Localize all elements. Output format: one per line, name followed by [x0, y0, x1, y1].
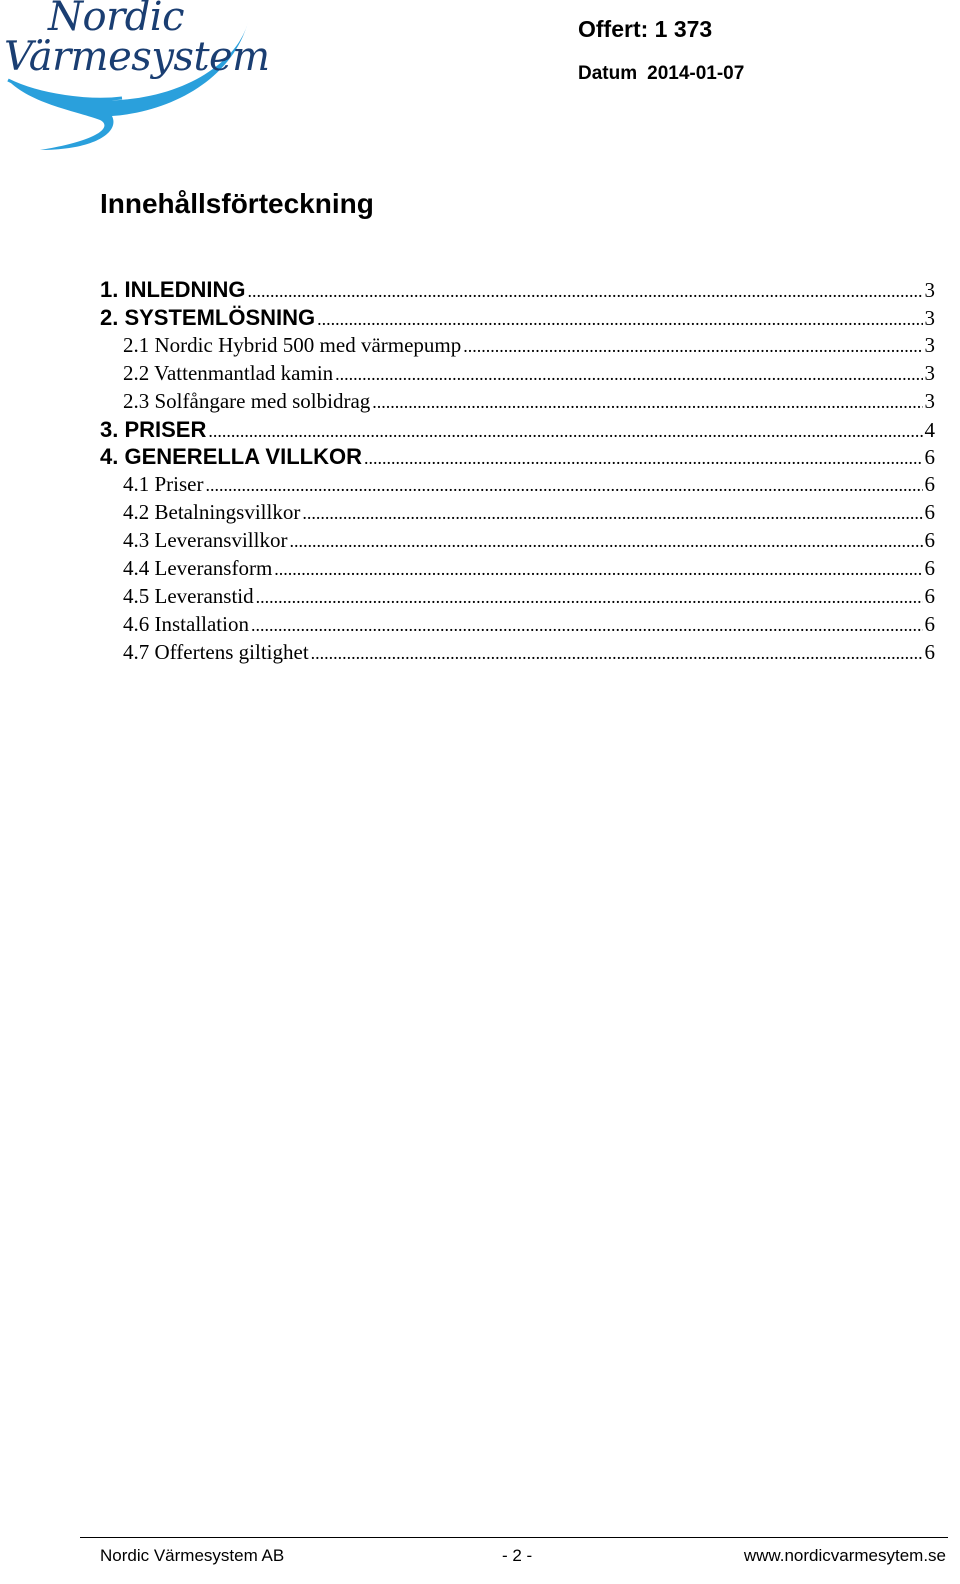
toc-entry-label: 4.7 Offertens giltighet	[123, 640, 309, 664]
toc-leader-dots	[311, 643, 923, 664]
toc-entry-page: 4	[924, 418, 935, 442]
date-value: 2014-01-07	[647, 63, 745, 84]
toc-leader-dots	[208, 421, 922, 442]
toc-entry-label: 2.1 Nordic Hybrid 500 med värmepump	[123, 333, 462, 357]
footer-website: www.nordicvarmesytem.se	[743, 1546, 946, 1565]
logo-text-line1: Nordic	[48, 0, 185, 40]
toc-entry[interactable]	[123, 556, 935, 584]
toc-entry[interactable]	[100, 417, 935, 445]
logo-text-line2: Värmesystem	[4, 34, 270, 80]
toc-entry[interactable]	[123, 612, 935, 640]
toc-entry-label: 4.3 Leveransvillkor	[123, 528, 288, 552]
toc-entry-label: 1. INLEDNING	[100, 277, 246, 302]
toc-entry-page: 3	[924, 306, 935, 330]
toc-leader-dots	[274, 559, 922, 580]
toc-leader-dots	[206, 475, 923, 496]
footer-company: Nordic Värmesystem AB	[100, 1546, 285, 1565]
toc-entry[interactable]	[123, 640, 935, 668]
toc-entry[interactable]	[100, 305, 935, 333]
toc-leader-dots	[364, 448, 923, 469]
toc-leader-dots	[302, 503, 922, 524]
toc-entry[interactable]	[123, 361, 935, 389]
date-label: Datum	[578, 63, 638, 84]
toc-entry-page: 6	[924, 528, 935, 552]
toc-entry-label: 2.3 Solfångare med solbidrag	[123, 389, 371, 413]
footer-page-number: - 2 -	[502, 1546, 533, 1565]
toc-entry-page: 6	[924, 472, 935, 496]
toc-leader-dots	[463, 336, 922, 357]
offer-date	[578, 63, 744, 85]
toc-entry-page: 6	[924, 556, 935, 580]
toc-leader-dots	[251, 615, 923, 636]
toc-entry-label: 2. SYSTEMLÖSNING	[100, 305, 316, 330]
toc-entry[interactable]	[123, 389, 935, 417]
toc-title: Innehållsförteckning	[100, 188, 374, 219]
footer-divider	[80, 1537, 948, 1538]
toc-entry-page: 6	[924, 612, 935, 636]
toc-entry[interactable]	[123, 500, 935, 528]
toc-entry[interactable]	[123, 472, 935, 500]
toc-leader-dots	[256, 587, 923, 608]
toc-leader-dots	[335, 364, 922, 385]
offer-number: Offert: 1 373	[578, 16, 713, 42]
toc-entry-label: 4.6 Installation	[123, 612, 249, 636]
toc-entry-page: 6	[924, 584, 935, 608]
company-logo	[0, 0, 270, 160]
toc-entry-page: 6	[924, 500, 935, 524]
toc-entry-page: 6	[924, 445, 935, 469]
toc-entry-label: 4.2 Betalningsvillkor	[123, 500, 301, 524]
toc-entry-label: 4.1 Priser	[123, 472, 204, 496]
toc-leader-dots	[289, 531, 922, 552]
toc-entry-page: 3	[924, 361, 935, 385]
toc-entry-label: 3. PRISER	[100, 417, 207, 442]
toc-entry[interactable]	[100, 277, 935, 305]
toc-entry-page: 6	[924, 640, 935, 664]
toc-entry-page: 3	[924, 333, 935, 357]
toc-entry-page: 3	[924, 389, 935, 413]
toc-entry-label: 2.2 Vattenmantlad kamin	[123, 361, 334, 385]
toc-entry-label: 4.5 Leveranstid	[123, 584, 254, 608]
toc-entry-label: 4. GENERELLA VILLKOR	[100, 444, 362, 469]
toc-entry-label: 4.4 Leveransform	[123, 556, 273, 580]
toc-entry[interactable]	[100, 444, 935, 472]
toc-entry[interactable]	[123, 528, 935, 556]
toc-entry[interactable]	[123, 584, 935, 612]
toc-leader-dots	[247, 281, 922, 302]
toc-entry[interactable]	[123, 333, 935, 361]
toc-leader-dots	[372, 392, 922, 413]
toc-entry-page: 3	[924, 278, 935, 302]
toc-leader-dots	[317, 309, 922, 330]
